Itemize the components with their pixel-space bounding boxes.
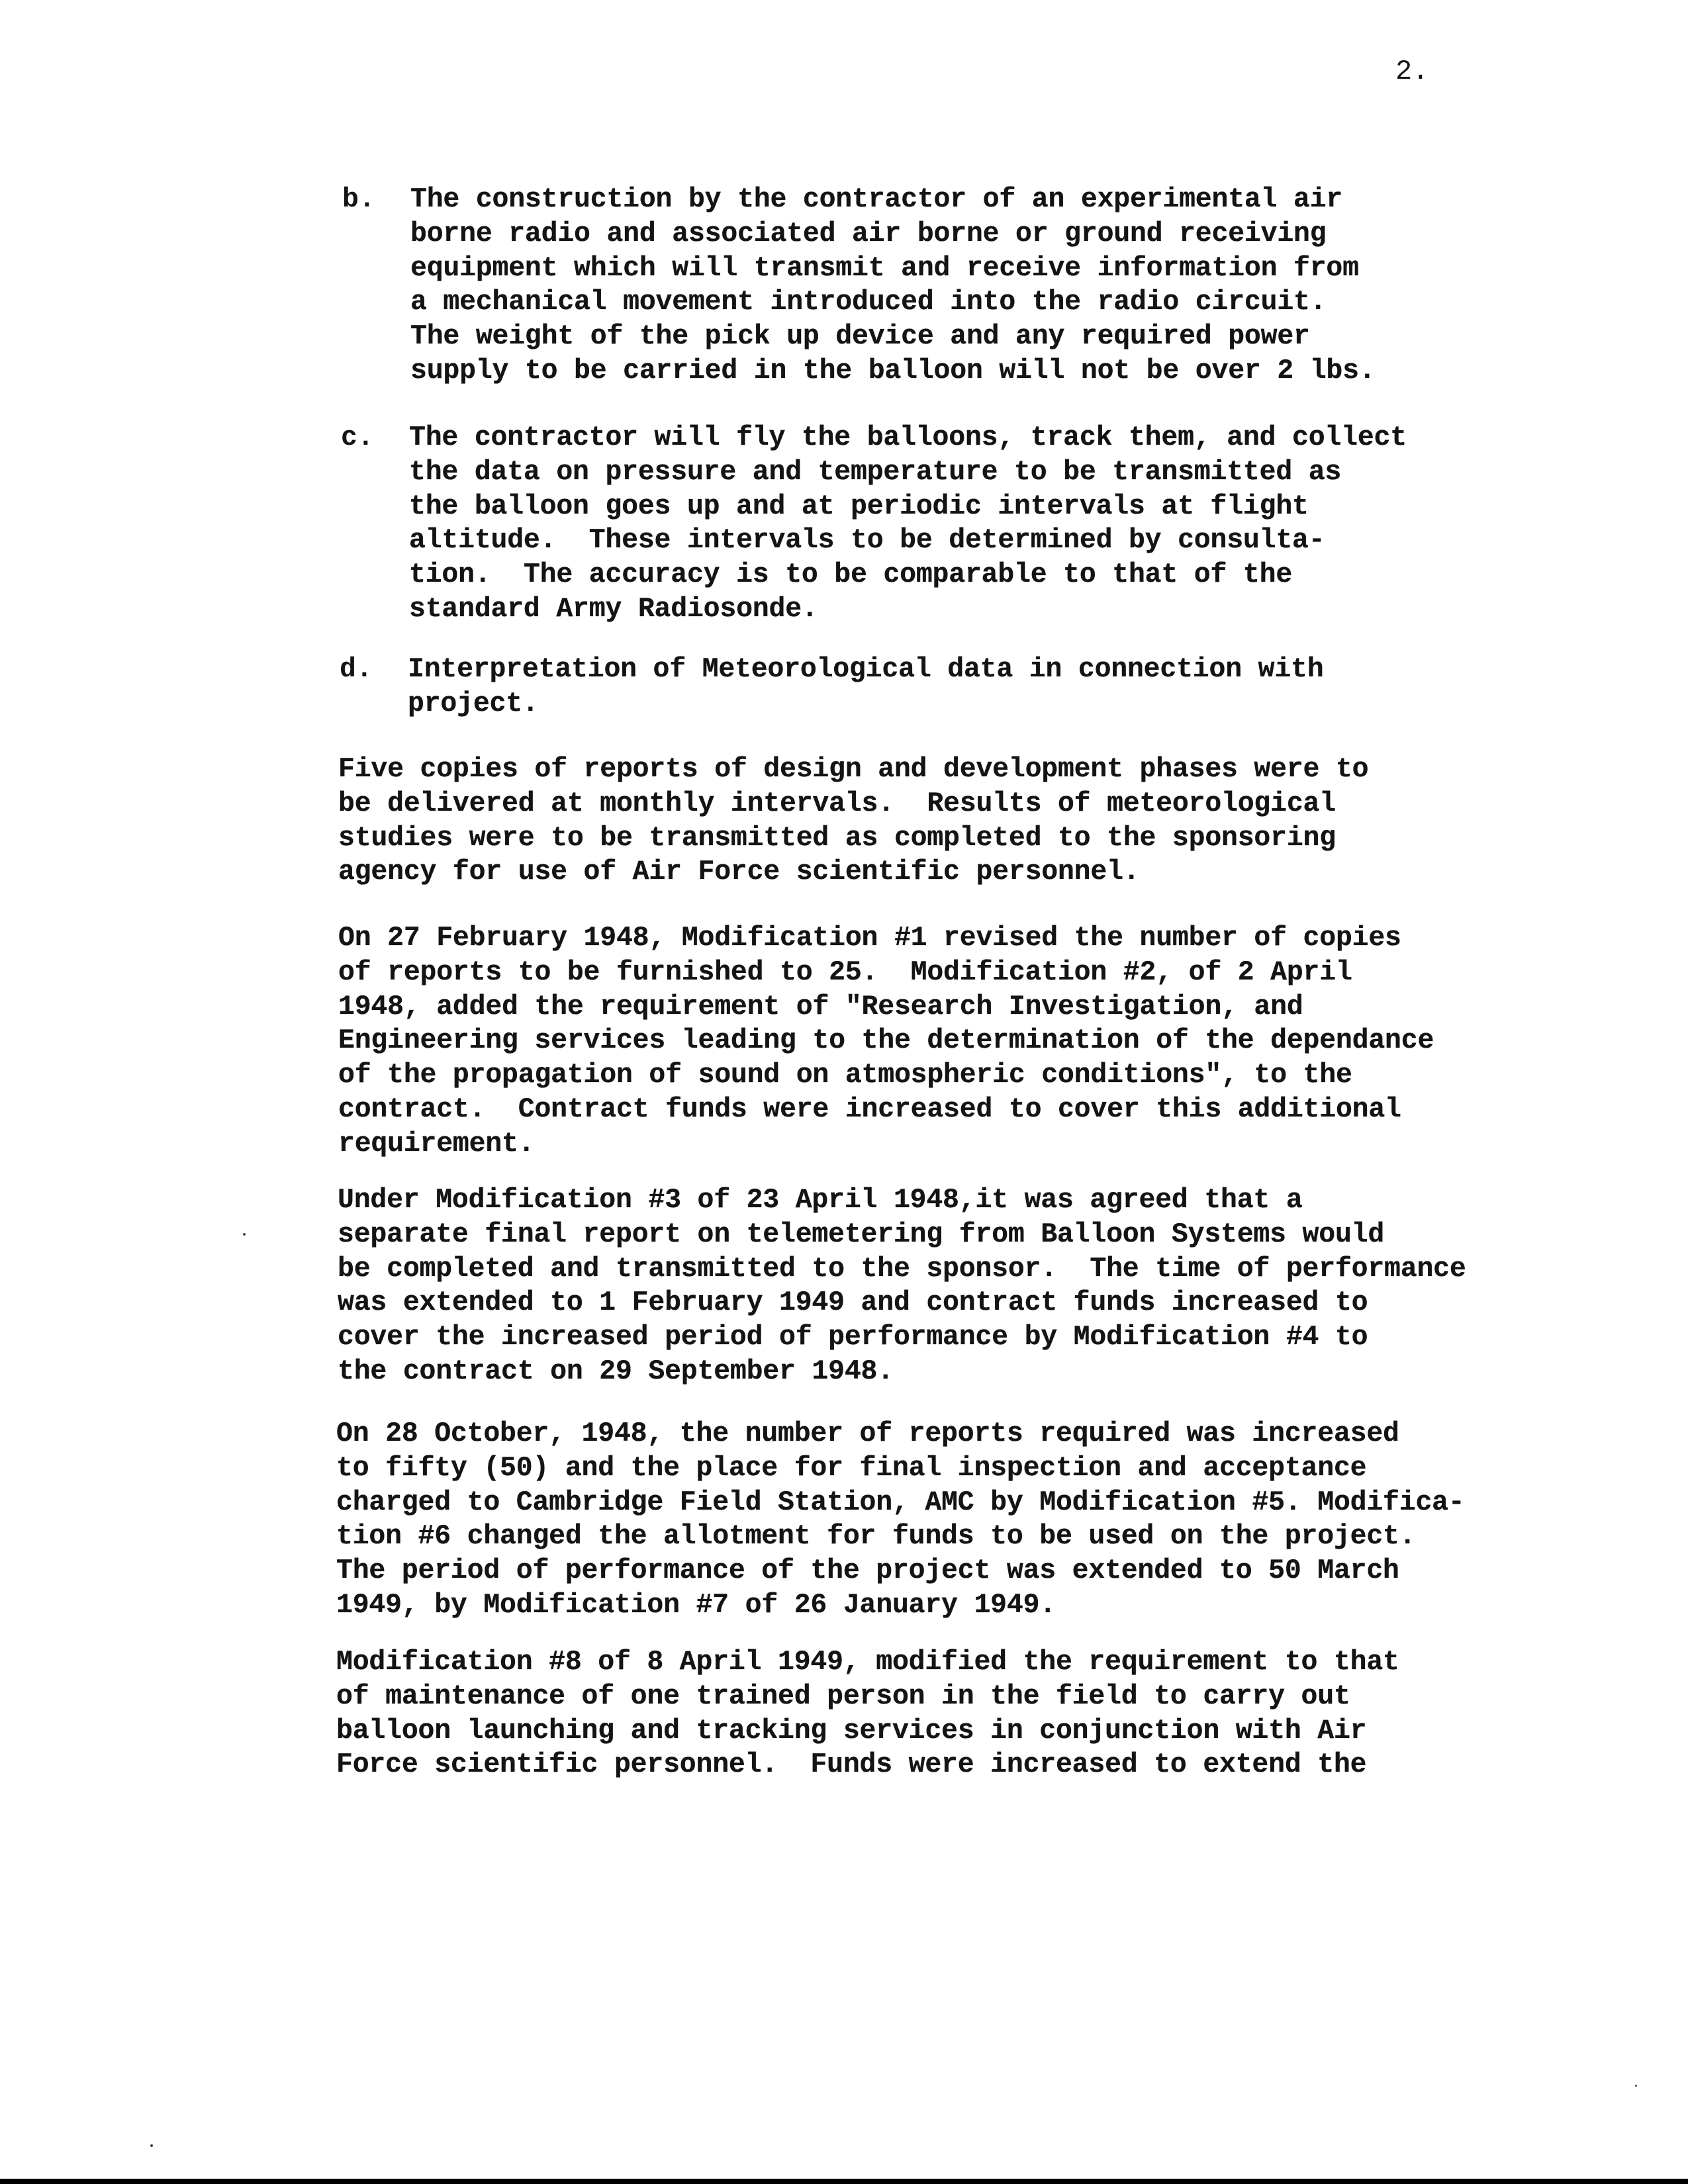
text-line: studies were to be transmitted as completed to the sponsoring	[338, 822, 1336, 854]
text-line: to fifty (50) and the place for final inspection and acceptance	[336, 1452, 1367, 1484]
text-line: be delivered at monthly intervals. Results of meteorological	[338, 788, 1336, 819]
page-number: 2.	[1395, 56, 1429, 87]
paragraph-modification-8	[336, 1645, 1399, 1782]
text-line: Interpretation of Meteorological data in connection with	[408, 654, 1324, 685]
scan-edge-bar	[0, 2179, 1688, 2184]
paragraph-report-copies	[338, 752, 1368, 889]
text-line: of the propagation of sound on atmospheric conditions", to the	[338, 1060, 1352, 1091]
text-line: contract. Contract funds were increased to cover this additional	[338, 1093, 1401, 1125]
paragraph-modification-3-4	[338, 1183, 1466, 1389]
item-label: b.	[342, 184, 375, 215]
text-line: equipment which will transmit and receive information from	[410, 252, 1359, 284]
scan-speck	[243, 1233, 246, 1236]
text-line: On 28 October, 1948, the number of reports required was increased	[336, 1418, 1399, 1449]
text-line: Under Modification #3 of 23 April 1948,it was agreed that a	[338, 1185, 1303, 1216]
text-line: Modification #8 of 8 April 1949, modified the requirement to that	[336, 1647, 1399, 1678]
text-line: of maintenance of one trained person in the field to carry out	[336, 1680, 1350, 1712]
item-label: c.	[341, 422, 374, 453]
text-line: Five copies of reports of design and development phases were to	[338, 754, 1369, 785]
text-line: separate final report on telemetering from Balloon Systems would	[338, 1218, 1385, 1250]
list-item-b	[342, 183, 1376, 388]
text-line: be completed and transmitted to the sponsor. The time of performance	[338, 1253, 1466, 1285]
text-line: The period of performance of the project was extended to 50 March	[336, 1555, 1399, 1587]
text-line: cover the increased period of performance by Modification #4 to	[338, 1322, 1368, 1353]
text-line: the data on pressure and temperature to be transmitted as	[409, 456, 1342, 488]
text-line: charged to Cambridge Field Station, AMC by Modification #5. Modifica-	[336, 1486, 1465, 1518]
text-line: 1949, by Modification #7 of 26 January 1949.	[336, 1589, 1056, 1621]
text-line: balloon launching and tracking services in conjunction with Air	[336, 1715, 1367, 1747]
text-line: altitude. These intervals to be determined by consulta-	[409, 525, 1325, 557]
text-line: borne radio and associated air borne or ground receiving	[410, 218, 1327, 250]
text-line: was extended to 1 February 1949 and contract funds increased to	[338, 1287, 1368, 1319]
text-line: The construction by the contractor of an experimental air	[410, 184, 1343, 215]
text-line: standard Army Radiosonde.	[409, 593, 818, 625]
list-item-d	[340, 653, 1324, 721]
text-line: 1948, added the requirement of "Research Investigation, and	[338, 991, 1303, 1023]
scan-speck	[1635, 2085, 1637, 2087]
text-line: a mechanical movement introduced into the radio circuit.	[410, 287, 1327, 318]
text-line: the balloon goes up and at periodic intervals at flight	[409, 490, 1309, 522]
paragraph-modification-5-7	[336, 1417, 1465, 1623]
text-line: requirement.	[338, 1128, 535, 1160]
paragraph-modification-1-2	[338, 921, 1434, 1161]
text-line: tion #6 changed the allotment for funds to be used on the project.	[336, 1521, 1416, 1553]
text-line: agency for use of Air Force scientific personnel.	[338, 856, 1140, 888]
list-item-c	[341, 421, 1407, 627]
text-line: project.	[408, 688, 539, 719]
text-line: On 27 February 1948, Modification #1 revised the number of copies	[338, 923, 1401, 954]
text-line: Force scientific personnel. Funds were increased to extend the	[336, 1749, 1367, 1781]
text-line: the contract on 29 September 1948.	[338, 1355, 894, 1387]
scan-speck	[150, 2144, 153, 2147]
text-line: The weight of the pick up device and any required power	[410, 321, 1310, 353]
text-line: The contractor will fly the balloons, track them, and collect	[409, 422, 1407, 453]
text-line: supply to be carried in the balloon will not be over 2 lbs.	[410, 355, 1376, 387]
item-label: d.	[340, 654, 373, 685]
text-line: Engineering services leading to the determination of the dependance	[338, 1025, 1434, 1057]
text-line: tion. The accuracy is to be comparable to that of the	[409, 559, 1293, 591]
text-line: of reports to be furnished to 25. Modification #2, of 2 April	[338, 956, 1352, 988]
